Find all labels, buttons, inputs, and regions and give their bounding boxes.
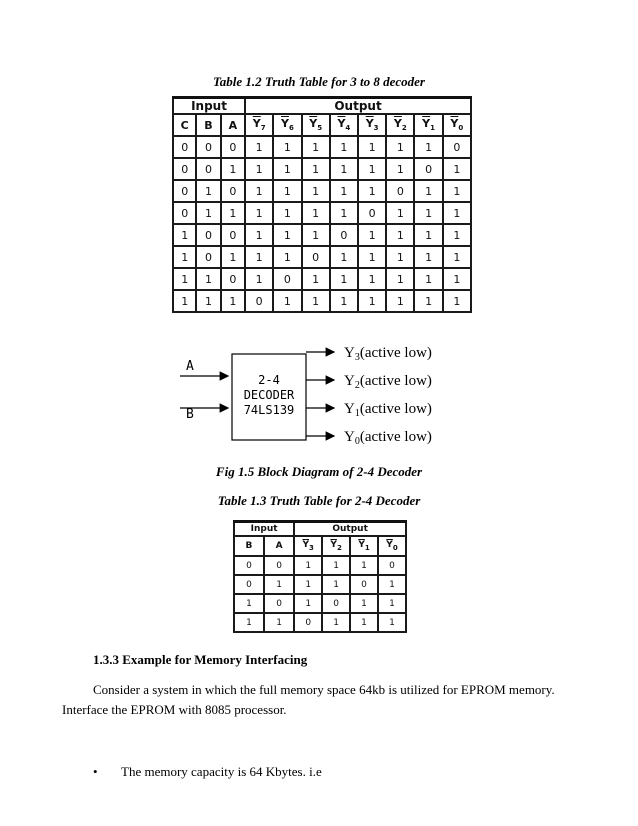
- table-cell: 1: [234, 613, 264, 632]
- table-cell: 0: [264, 556, 294, 575]
- output-col-base: $\overline{Y}$: [330, 540, 337, 551]
- table-row: [173, 136, 471, 158]
- table-cell: 1: [330, 202, 358, 224]
- table-cell: 1: [245, 136, 273, 158]
- table-cell: 1: [443, 246, 471, 268]
- input-col-header: C: [173, 114, 196, 136]
- table-cell: 1: [302, 202, 330, 224]
- fig-caption: Fig 1.5 Block Diagram of 2-4 Decoder: [215, 464, 423, 479]
- paragraph-line-1: Consider a system in which the full memory space 64kb is utilized for EPROM memory.: [93, 682, 555, 697]
- table-cell: 0: [234, 575, 264, 594]
- table-cell: 1: [330, 180, 358, 202]
- output-col-base: $\overline{Y}$: [365, 117, 374, 131]
- table-cell: 0: [350, 575, 378, 594]
- table-cell: 1: [443, 224, 471, 246]
- table-row: [173, 158, 471, 180]
- table-cell: 1: [330, 268, 358, 290]
- bullet-symbol: •: [93, 764, 98, 779]
- paragraph-line-2: Interface the EPROM with 8085 processor.: [62, 702, 287, 717]
- table-cell: 0: [221, 224, 245, 246]
- table-cell: 0: [196, 224, 220, 246]
- output-label-note: (active low): [359, 345, 432, 361]
- table-cell: 1: [443, 202, 471, 224]
- table-cell: 1: [234, 594, 264, 613]
- output-col-base: $\overline{Y}$: [309, 117, 318, 131]
- input-b-label: B: [186, 407, 194, 422]
- table-cell: 1: [221, 202, 245, 224]
- table-cell: 1: [196, 290, 220, 312]
- table-row: [234, 613, 406, 632]
- table-cell: 0: [173, 136, 196, 158]
- table-cell: 0: [294, 613, 322, 632]
- table-cell: 1: [358, 136, 386, 158]
- output-group-header: Output: [245, 98, 471, 115]
- table-cell: 1: [302, 268, 330, 290]
- output-label-sub: 3: [354, 352, 360, 363]
- table-cell: 1: [443, 180, 471, 202]
- table-cell: 0: [443, 136, 471, 158]
- output-col-header: [378, 536, 406, 556]
- table-cell: 1: [294, 575, 322, 594]
- table-cell: 1: [245, 268, 273, 290]
- output-col-base: $\overline{Y}$: [386, 540, 393, 551]
- output-col-header: [330, 114, 358, 136]
- table-cell: 1: [273, 158, 301, 180]
- table-cell: 1: [196, 268, 220, 290]
- table-cell: 0: [234, 556, 264, 575]
- input-col-header: A: [221, 114, 245, 136]
- output-col-header: [302, 114, 330, 136]
- output-group-header: Output: [294, 522, 406, 537]
- table-cell: 0: [358, 202, 386, 224]
- table-cell: 1: [386, 158, 414, 180]
- table-cell: 1: [358, 290, 386, 312]
- output-label: [344, 373, 432, 391]
- table-cell: 1: [414, 290, 442, 312]
- table-row: [173, 290, 471, 312]
- table-cell: 0: [330, 224, 358, 246]
- table-cell: 1: [173, 268, 196, 290]
- table-cell: 1: [173, 224, 196, 246]
- table-cell: 1: [358, 246, 386, 268]
- output-label-sub: 2: [354, 380, 360, 391]
- output-label: [344, 345, 432, 363]
- table-cell: 1: [358, 268, 386, 290]
- output-label-note: (active low): [359, 401, 432, 417]
- table-cell: 0: [196, 246, 220, 268]
- table-cell: 1: [294, 556, 322, 575]
- output-col-base: $\overline{Y}$: [358, 540, 365, 551]
- table-cell: 1: [245, 202, 273, 224]
- table-cell: 1: [221, 158, 245, 180]
- output-label-name: Y: [344, 401, 355, 417]
- table-cell: 1: [221, 246, 245, 268]
- output-label-sub: 0: [354, 436, 360, 447]
- table-cell: 1: [322, 575, 350, 594]
- table-cell: 0: [414, 158, 442, 180]
- output-col-base: $\overline{Y}$: [280, 117, 289, 131]
- output-col-subscript: 0: [392, 543, 398, 552]
- table1-caption: Table 1.2 Truth Table for 3 to 8 decoder: [213, 74, 425, 89]
- table-cell: 1: [330, 246, 358, 268]
- table-cell: 1: [173, 290, 196, 312]
- table-row: [173, 224, 471, 246]
- table-cell: 0: [221, 268, 245, 290]
- table-cell: 1: [273, 224, 301, 246]
- table-cell: 1: [386, 290, 414, 312]
- table-cell: 1: [264, 575, 294, 594]
- output-label-name: Y: [344, 345, 355, 361]
- table-cell: 1: [302, 136, 330, 158]
- table-cell: 1: [302, 224, 330, 246]
- table-cell: 1: [350, 556, 378, 575]
- table-cell: 1: [386, 246, 414, 268]
- table-cell: 1: [173, 246, 196, 268]
- table-cell: 1: [386, 268, 414, 290]
- output-label-sub: 1: [354, 408, 360, 419]
- table-cell: 1: [414, 180, 442, 202]
- output-col-subscript: 1: [430, 124, 435, 133]
- input-col-header: B: [196, 114, 220, 136]
- output-col-subscript: 4: [345, 124, 351, 133]
- output-col-subscript: 1: [364, 543, 370, 552]
- section-heading: 1.3.3 Example for Memory Interfacing: [93, 652, 308, 667]
- bullet-item: [93, 764, 322, 780]
- decoder-block-diagram: [170, 338, 470, 450]
- table-cell: 1: [273, 246, 301, 268]
- output-col-base: $\overline{Y}$: [393, 117, 402, 131]
- input-a-label: A: [186, 359, 194, 374]
- output-col-header: [414, 114, 442, 136]
- table-row: [234, 556, 406, 575]
- table-cell: 1: [196, 180, 220, 202]
- table-cell: 0: [173, 158, 196, 180]
- decoder-label-line3: 74LS139: [243, 403, 295, 417]
- output-label-name: Y: [344, 429, 355, 445]
- output-col-header: [358, 114, 386, 136]
- table-cell: 1: [245, 246, 273, 268]
- output-label: [344, 429, 432, 447]
- table-cell: 1: [414, 268, 442, 290]
- table-row: [173, 202, 471, 224]
- output-col-header: [350, 536, 378, 556]
- table-cell: 1: [443, 158, 471, 180]
- table-cell: 1: [302, 180, 330, 202]
- table-cell: 0: [378, 556, 406, 575]
- input-col-header: B: [234, 536, 264, 556]
- output-col-subscript: 3: [373, 124, 379, 133]
- table-cell: 1: [322, 556, 350, 575]
- output-label-note: (active low): [359, 429, 432, 445]
- output-col-base: $\overline{Y}$: [422, 117, 431, 131]
- table-cell: 0: [173, 202, 196, 224]
- table-cell: 1: [386, 224, 414, 246]
- table-cell: 1: [378, 613, 406, 632]
- table-cell: 1: [245, 180, 273, 202]
- bullet-text: The memory capacity is 64 Kbytes. i.e: [121, 764, 322, 779]
- table-cell: 1: [245, 158, 273, 180]
- output-col-header: [294, 536, 322, 556]
- table-cell: 1: [273, 180, 301, 202]
- output-col-base: $\overline{Y}$: [252, 117, 261, 131]
- table-cell: 0: [386, 180, 414, 202]
- table-cell: 1: [414, 136, 442, 158]
- output-label: [344, 401, 432, 419]
- table-cell: 1: [330, 158, 358, 180]
- output-col-base: $\overline{Y}$: [337, 117, 346, 131]
- table-cell: 1: [414, 202, 442, 224]
- output-col-subscript: 7: [260, 124, 266, 133]
- output-col-header: [443, 114, 471, 136]
- output-col-subscript: 0: [458, 124, 464, 133]
- table-cell: 1: [302, 290, 330, 312]
- truth-table-2to4: [233, 520, 407, 633]
- output-label-note: (active low): [359, 373, 432, 389]
- table-cell: 0: [196, 136, 220, 158]
- output-col-header: [273, 114, 301, 136]
- table-cell: 1: [273, 290, 301, 312]
- table-cell: 1: [358, 224, 386, 246]
- table2-caption: Table 1.3 Truth Table for 2-4 Decoder: [217, 493, 421, 508]
- table-row: [173, 246, 471, 268]
- table-row: [173, 268, 471, 290]
- output-col-subscript: 3: [309, 543, 314, 552]
- table-cell: 1: [443, 290, 471, 312]
- table-row: [234, 575, 406, 594]
- output-col-header: [386, 114, 414, 136]
- output-col-subscript: 5: [317, 124, 323, 133]
- table-row: [173, 180, 471, 202]
- table-cell: 1: [414, 246, 442, 268]
- table-cell: 0: [302, 246, 330, 268]
- output-label-name: Y: [344, 373, 355, 389]
- table-cell: 1: [322, 613, 350, 632]
- table-cell: 1: [350, 594, 378, 613]
- table-cell: 1: [330, 290, 358, 312]
- table-cell: 0: [196, 158, 220, 180]
- output-col-header: [245, 114, 273, 136]
- table-cell: 0: [245, 290, 273, 312]
- decoder-label-line2: DECODER: [243, 388, 295, 402]
- table-cell: 1: [358, 158, 386, 180]
- output-col-subscript: 2: [336, 543, 342, 552]
- table-cell: 1: [196, 202, 220, 224]
- output-col-subscript: 2: [401, 124, 407, 133]
- table-cell: 1: [264, 613, 294, 632]
- table-cell: 1: [378, 594, 406, 613]
- table-cell: 1: [386, 136, 414, 158]
- table-cell: 0: [264, 594, 294, 613]
- output-col-base: $\overline{Y}$: [302, 540, 310, 551]
- table-cell: 1: [378, 575, 406, 594]
- table-cell: 1: [245, 224, 273, 246]
- output-col-header: [322, 536, 350, 556]
- table-cell: 1: [273, 136, 301, 158]
- table-cell: 1: [330, 136, 358, 158]
- table-cell: 0: [173, 180, 196, 202]
- table-cell: 0: [322, 594, 350, 613]
- table-cell: 1: [273, 202, 301, 224]
- table-row: [234, 594, 406, 613]
- table-cell: 1: [443, 268, 471, 290]
- table-cell: 0: [221, 180, 245, 202]
- input-col-header: A: [264, 536, 294, 556]
- input-group-header: Input: [173, 98, 245, 115]
- table-cell: 1: [414, 224, 442, 246]
- output-col-subscript: 6: [288, 124, 294, 133]
- table-cell: 1: [221, 290, 245, 312]
- output-col-base: $\overline{Y}$: [450, 117, 459, 131]
- table-cell: 1: [386, 202, 414, 224]
- table-cell: 1: [350, 613, 378, 632]
- table-cell: 0: [221, 136, 245, 158]
- table-cell: 1: [294, 594, 322, 613]
- input-group-header: Input: [234, 522, 294, 537]
- decoder-label-line1: 2-4: [258, 373, 280, 387]
- table-cell: 1: [358, 180, 386, 202]
- table-cell: 1: [302, 158, 330, 180]
- truth-table-3to8: [172, 96, 472, 313]
- table-cell: 0: [273, 268, 301, 290]
